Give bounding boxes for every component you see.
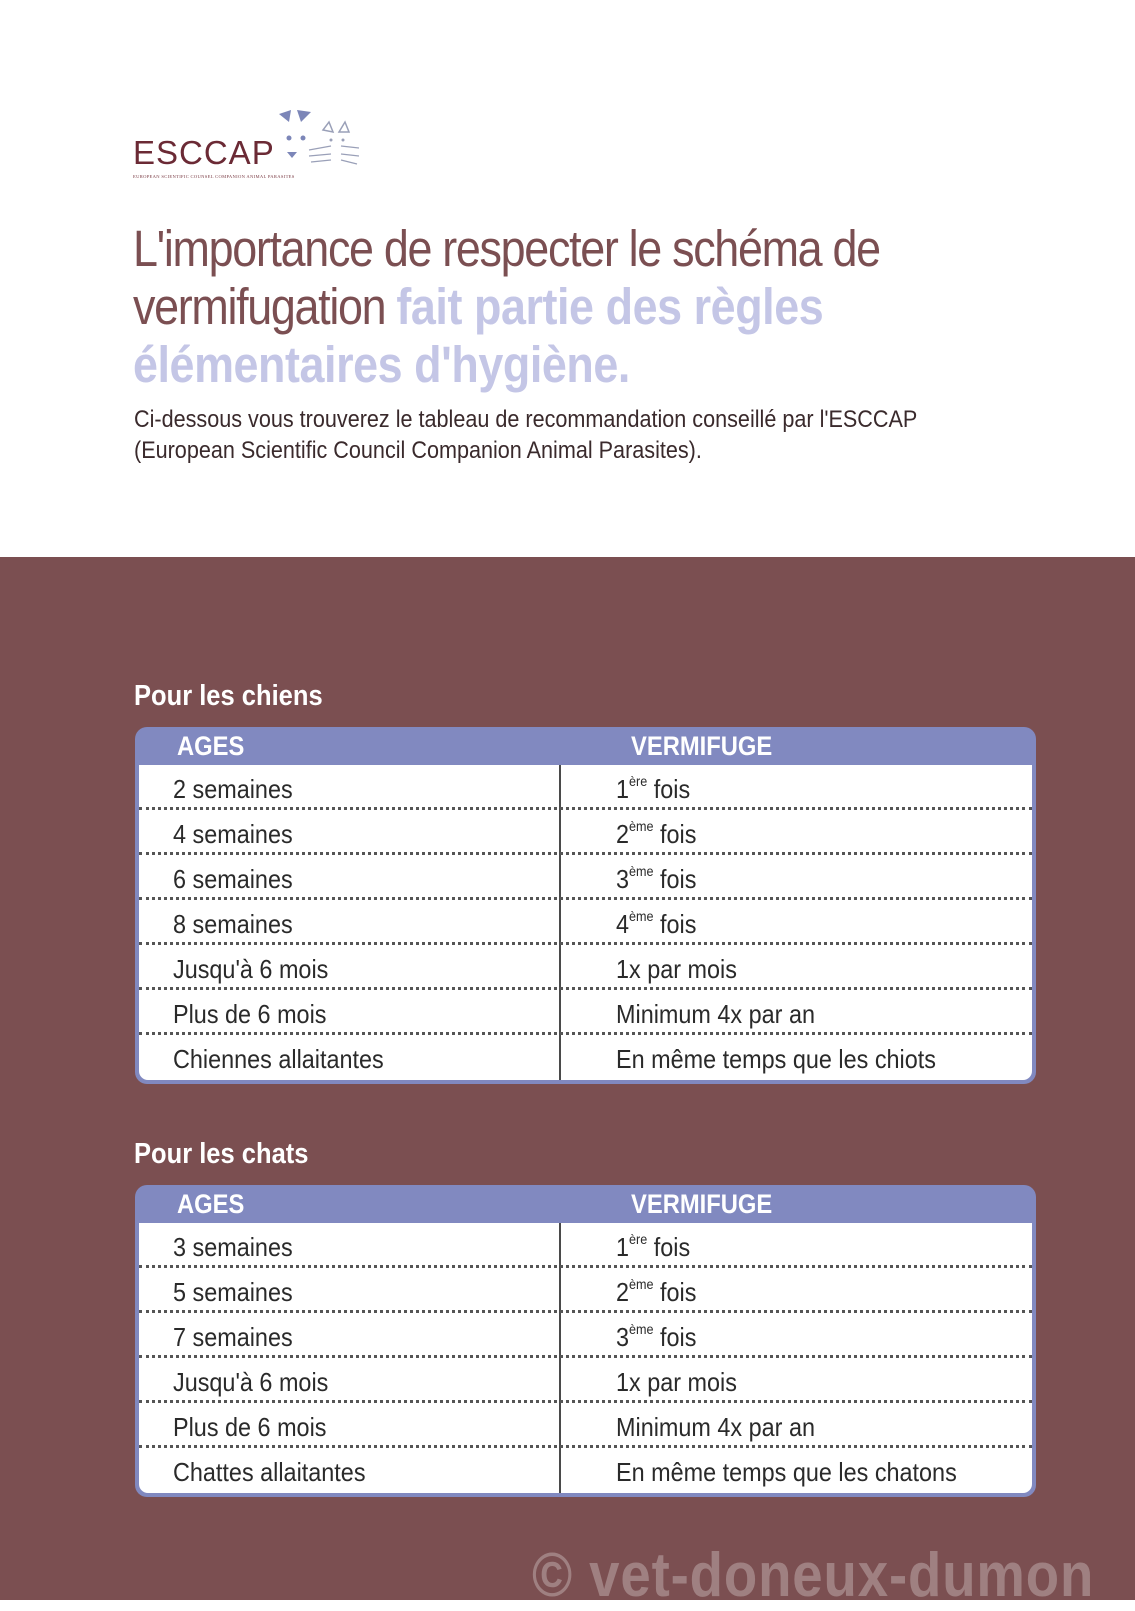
page-headline — [133, 220, 925, 394]
age-cell: Plus de 6 mois — [173, 999, 327, 1029]
dogs-table-header — [139, 727, 1032, 765]
ordinal-suffix: ème — [629, 863, 654, 879]
vermifuge-cell — [616, 1367, 737, 1398]
vermifuge-value: 2 — [616, 819, 630, 849]
vermifuge-unit: fois — [653, 1277, 697, 1307]
vermifuge-value: En même temps que les chatons — [616, 1457, 957, 1487]
ordinal-suffix: ème — [629, 1276, 654, 1292]
age-cell: 5 semaines — [173, 1277, 293, 1307]
vermifuge-unit: fois — [653, 864, 697, 894]
table-row — [139, 1448, 1032, 1493]
vermifuge-cell — [616, 1277, 696, 1308]
vermifuge-unit: fois — [653, 909, 697, 939]
cats-col-vermifuge: VERMIFUGE — [631, 1189, 773, 1219]
intro-text: Ci-dessous vous trouverez le tableau de recommandation conseillé par l'ESCCAP (European Scientific Council Companion Animal Parasites). — [134, 406, 917, 464]
vermifuge-cell — [616, 864, 696, 895]
age-cell: 4 semaines — [173, 819, 293, 849]
vermifuge-value: 1 — [616, 774, 630, 804]
vermifuge-cell — [616, 1044, 936, 1075]
vermifuge-value: Minimum 4x par an — [616, 1412, 815, 1442]
table-row — [139, 810, 1032, 855]
ordinal-suffix: ère — [629, 1231, 648, 1247]
dogs-table — [135, 727, 1036, 1084]
vermifuge-cell — [616, 774, 690, 805]
age-cell: 3 semaines — [173, 1232, 293, 1262]
vermifuge-value: Minimum 4x par an — [616, 999, 815, 1029]
watermark: © vet-doneux-dumon — [532, 1541, 1095, 1610]
table-row — [139, 900, 1032, 945]
vermifuge-cell — [616, 1457, 957, 1488]
cats-table — [135, 1185, 1036, 1497]
age-cell: 8 semaines — [173, 909, 293, 939]
logo-wordmark: ESCCAP — [133, 134, 275, 171]
esccap-logo — [133, 108, 373, 184]
age-cell: Jusqu'à 6 mois — [173, 1367, 329, 1397]
vermifuge-unit: fois — [653, 1322, 697, 1352]
cats-col-ages: AGES — [177, 1189, 245, 1219]
vermifuge-cell — [616, 954, 737, 985]
age-cell: 6 semaines — [173, 864, 293, 894]
headline-part-1: L'importance de respecter le schéma de vermifugation — [133, 220, 880, 335]
vermifuge-cell — [616, 1232, 690, 1263]
cats-section-title: Pour les chats — [134, 1138, 309, 1170]
table-row — [139, 1403, 1032, 1448]
ordinal-suffix: ème — [629, 818, 654, 834]
age-cell: 2 semaines — [173, 774, 293, 804]
vermifuge-unit: fois — [653, 819, 697, 849]
cats-table-header — [139, 1185, 1032, 1223]
ordinal-suffix: ème — [629, 1321, 654, 1337]
table-row — [139, 990, 1032, 1035]
vermifuge-cell — [616, 819, 696, 850]
age-cell: Plus de 6 mois — [173, 1412, 327, 1442]
dogs-section-title: Pour les chiens — [134, 680, 323, 712]
vermifuge-cell — [616, 1322, 696, 1353]
header-area — [0, 0, 1135, 557]
age-cell: 7 semaines — [173, 1322, 293, 1352]
vermifuge-value: En même temps que les chiots — [616, 1044, 936, 1074]
ordinal-suffix: ème — [629, 908, 654, 924]
ordinal-suffix: ère — [629, 773, 648, 789]
vermifuge-value: 1x par mois — [616, 1367, 737, 1397]
table-row — [139, 1223, 1032, 1268]
dogs-table-body — [139, 765, 1032, 1080]
logo-subtitle: EUROPEAN SCIENTIFIC COUNSEL COMPANION ANIMAL PARASITES — [133, 174, 295, 179]
age-cell: Jusqu'à 6 mois — [173, 954, 329, 984]
vermifuge-value: 2 — [616, 1277, 630, 1307]
table-row — [139, 945, 1032, 990]
vermifuge-value: 1 — [616, 1232, 630, 1262]
vermifuge-cell — [616, 909, 696, 940]
headline-part-2: fait partie des règles élémentaires d'hygiène. — [133, 278, 824, 393]
vermifuge-value: 4 — [616, 909, 630, 939]
vermifuge-value: 1x par mois — [616, 954, 737, 984]
vermifuge-unit: fois — [647, 774, 691, 804]
table-row — [139, 1313, 1032, 1358]
table-row — [139, 1268, 1032, 1313]
cat-face-icon — [279, 108, 359, 178]
vermifuge-unit: fois — [647, 1232, 691, 1262]
age-cell: Chattes allaitantes — [173, 1457, 366, 1487]
table-row — [139, 1035, 1032, 1080]
dogs-col-ages: AGES — [177, 731, 245, 761]
dogs-col-vermifuge: VERMIFUGE — [631, 731, 773, 761]
vermifuge-value: 3 — [616, 1322, 630, 1352]
table-row — [139, 1358, 1032, 1403]
table-row — [139, 855, 1032, 900]
vermifuge-cell — [616, 1412, 815, 1443]
age-cell: Chiennes allaitantes — [173, 1044, 384, 1074]
vermifuge-value: 3 — [616, 864, 630, 894]
cats-table-body — [139, 1223, 1032, 1493]
vermifuge-cell — [616, 999, 815, 1030]
table-row — [139, 765, 1032, 810]
